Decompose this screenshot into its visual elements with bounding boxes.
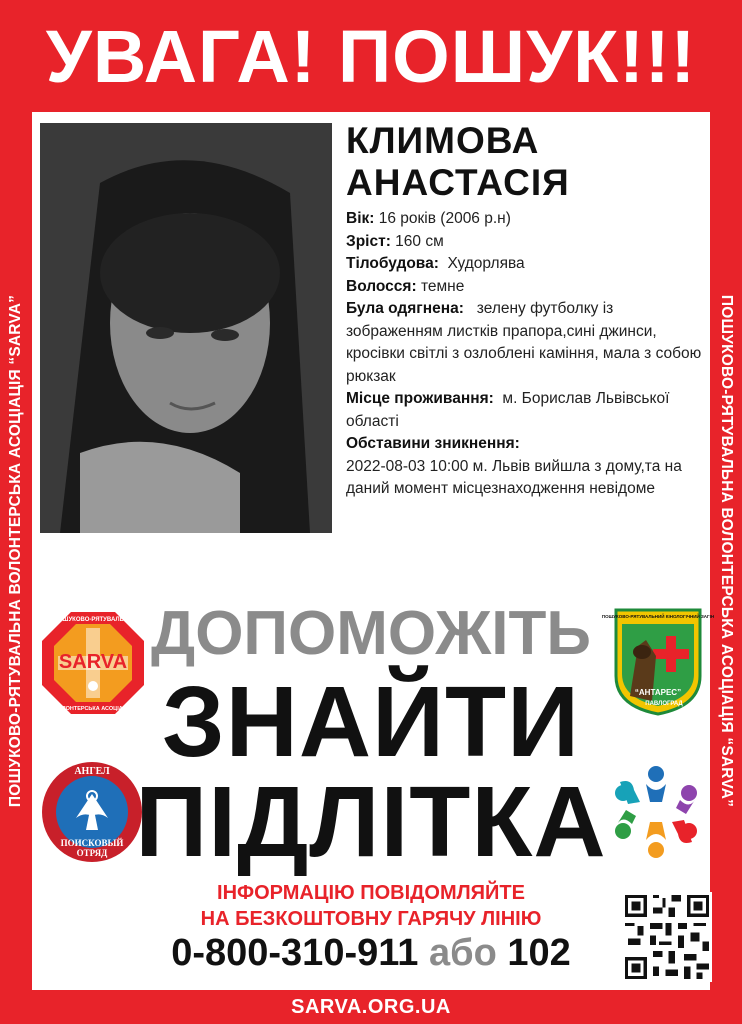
help-line-1: ДОПОМОЖІТЬ bbox=[151, 599, 591, 668]
footer-url[interactable]: SARVA.ORG.UA bbox=[291, 995, 451, 1018]
hotline-or: або bbox=[428, 932, 497, 974]
person-first-name: АНАСТАСІЯ bbox=[346, 162, 570, 203]
header-banner bbox=[0, 0, 742, 112]
emergency-number[interactable]: 102 bbox=[507, 932, 571, 974]
sarva-logo-ring-top: ПОШУКОВО-РЯТУВАЛЬНА bbox=[53, 617, 133, 623]
antares-logo-top: ПОШУКОВО-РЯТУВАЛЬНИЙ КІНОЛОГІЧНИЙ ЗАГІН bbox=[601, 614, 715, 619]
info-hair: Волосся: темне bbox=[346, 277, 465, 295]
inform-line-1: ІНФОРМАЦІЮ ПОВІДОМЛЯЙТЕ bbox=[217, 882, 525, 904]
help-line-2: ЗНАЙТИ bbox=[162, 666, 580, 778]
side-text-right: ПОШУКОВО-РЯТУВАЛЬНА ВОЛОНТЕРСЬКА АСОЦІАЦІЯ “SARVA” bbox=[718, 294, 736, 808]
sarva-logo-ring-bottom: ВОЛОНТЕРСЬКА АСОЦІАЦІЯ bbox=[53, 706, 133, 712]
info-clothing: Була одягнена: зелену футболку із зображенням листків прапора,сині джинси, кросівки світлі з озлоблені каміння, мала з собою рюкзак bbox=[346, 300, 702, 385]
hotline-number[interactable]: 0-800-310-911 bbox=[171, 932, 419, 974]
alert-title: УВАГА! ПОШУК!!! bbox=[45, 14, 697, 98]
info-height: Зріст: 160 см bbox=[346, 232, 444, 250]
missing-person-photo bbox=[40, 123, 332, 533]
qr-code-icon[interactable] bbox=[622, 892, 712, 982]
info-circumstances: 2022-08-03 10:00 м. Львів вийшла з дому,та на даний момент місцезнаходження невідоме bbox=[346, 457, 682, 497]
sarva-logo-name: SARVA bbox=[58, 651, 128, 673]
info-circumstances-label: Обставини зникнення: bbox=[346, 435, 520, 452]
angel-logo-top: АНГЕЛ bbox=[74, 766, 110, 777]
side-text-left: ПОШУКОВО-РЯТУВАЛЬНА ВОЛОНТЕРСЬКА АСОЦІАЦІЯ “SARVA” bbox=[7, 294, 25, 808]
antares-logo-name: “АНТАРЕС” bbox=[634, 688, 682, 697]
inform-line-2: НА БЕЗКОШТОВНУ ГАРЯЧУ ЛІНІЮ bbox=[200, 908, 542, 930]
person-name bbox=[346, 120, 570, 204]
info-build: Тілобудова: Худорлява bbox=[346, 255, 525, 272]
info-age: Вік: 16 років (2006 р.н) bbox=[346, 210, 511, 227]
antares-logo-city: ПАВЛОГРАД bbox=[645, 701, 683, 707]
info-residence: Місце проживання: м. Борислав Львівської області bbox=[346, 390, 670, 430]
person-info bbox=[346, 208, 706, 501]
angel-logo-bottom1: ПОИСКОВЫЙ bbox=[60, 838, 124, 848]
help-line-3: ПІДЛІТКА bbox=[135, 766, 607, 878]
person-surname: КЛИМОВА bbox=[346, 120, 540, 161]
angel-logo-bottom2: ОТРЯД bbox=[76, 848, 108, 858]
